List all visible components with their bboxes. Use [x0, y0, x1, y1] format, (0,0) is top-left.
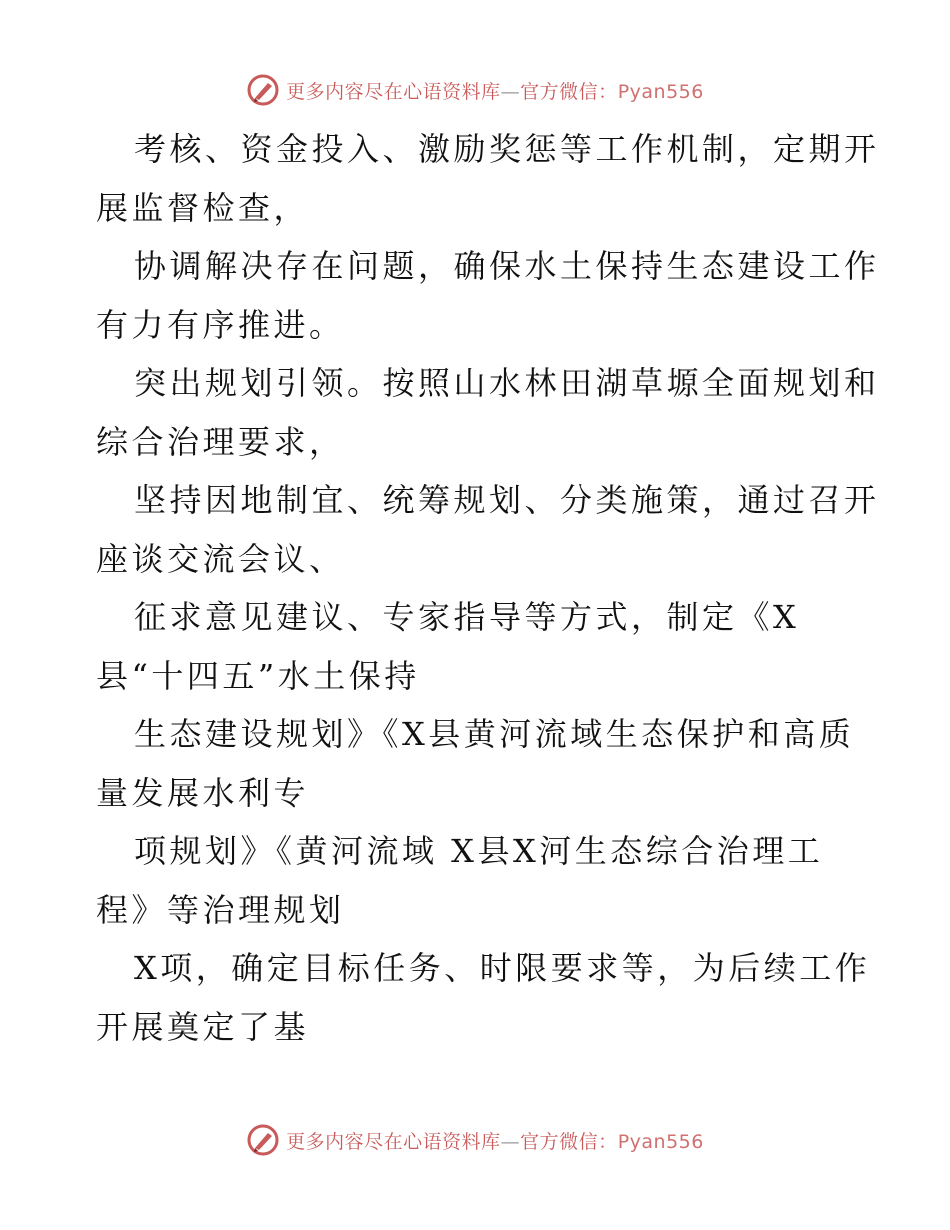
body-line: 综合治理要求， [96, 422, 345, 461]
footer-wechat-label: 官方微信： [520, 1130, 618, 1153]
body-line: 展监督检查， [96, 188, 310, 227]
body-line: 突出规划引领。按照山水林田湖草塬全面规划和 [134, 364, 880, 402]
footer-text [286, 1127, 704, 1154]
footer-wechat-id: Pyan556 [617, 1130, 704, 1153]
header-text [286, 77, 704, 104]
body-line: 坚持因地制宜、统筹规划、分类施策，通过召开 [134, 481, 880, 519]
body-line: 征求意见建议、专家指导等方式，制定《X [134, 598, 800, 636]
body-line: 程》等治理规划 [96, 890, 345, 929]
header-watermark [0, 70, 950, 110]
header-wechat-label: 官方微信： [520, 80, 618, 103]
body-line: 项规划》《黄河流域 X县X河生态综合治理工 [134, 832, 824, 870]
document-body [96, 120, 880, 1056]
body-line: 县“十四五”水土保持 [96, 656, 420, 695]
footer-separator: — [500, 1130, 521, 1153]
body-line: 考核、资金投入、激励奖惩等工作机制，定期开 [134, 130, 880, 168]
header-separator: — [500, 80, 521, 103]
body-line: 座谈交流会议、 [96, 539, 345, 578]
footer-site-name: 更多内容尽在心语资料库 [286, 1130, 501, 1153]
pen-logo-icon [246, 73, 280, 107]
body-line: 量发展水利专 [96, 773, 310, 812]
body-line: 开展奠定了基 [96, 1007, 310, 1046]
body-line: 生态建设规划》《X县黄河流域生态保护和高质 [134, 715, 855, 753]
header-wechat-id: Pyan556 [617, 80, 704, 103]
footer-watermark [0, 1120, 950, 1160]
pen-logo-icon [246, 1123, 280, 1157]
header-site-name: 更多内容尽在心语资料库 [286, 80, 501, 103]
body-line: 协调解决存在问题，确保水土保持生态建设工作 [134, 247, 880, 285]
body-line: 有力有序推进。 [96, 305, 345, 344]
body-line: X项，确定目标任务、时限要求等，为后续工作 [134, 949, 871, 987]
